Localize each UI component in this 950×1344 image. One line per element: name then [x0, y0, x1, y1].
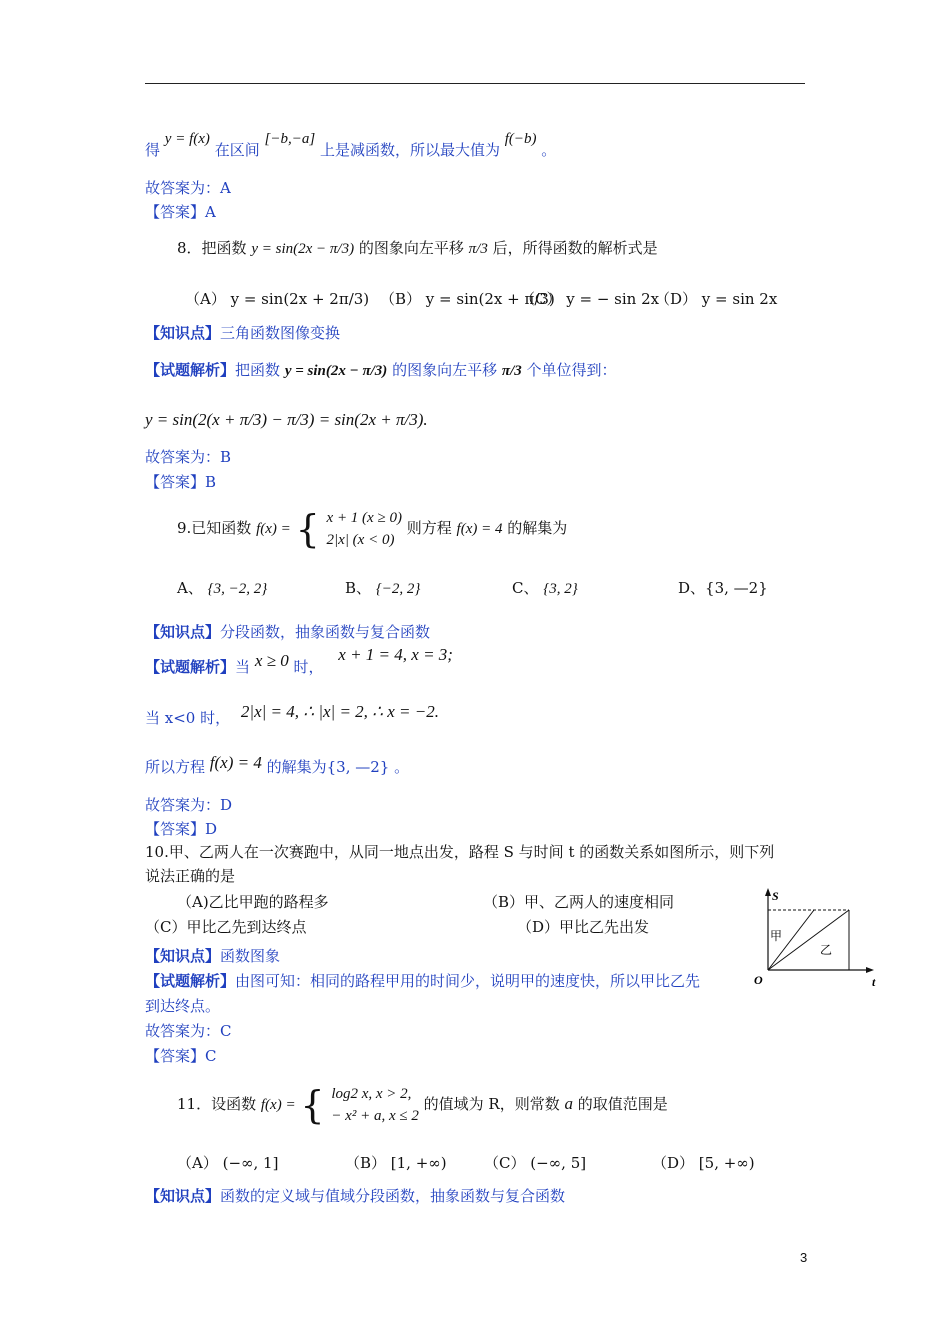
q10-answer-line: 故答案为：C [145, 1022, 232, 1040]
q8-option-b: （B） y = sin(2x + π/3) [380, 290, 555, 308]
q9-case2: 2|x| (x < 0) [326, 532, 395, 548]
q9-an-tag: 【试题解析】 [145, 658, 236, 676]
q9-knowledge [145, 622, 430, 642]
q9-opt-c: {3, 2} [543, 581, 578, 597]
prev-suffix: 上是减函数，所以最大值为 [319, 141, 500, 159]
q8-an-b: 的图象向左平移 [392, 361, 498, 379]
prev-answer-line: 故答案为：A [145, 179, 231, 197]
q9-summary [145, 753, 410, 777]
q9-option-b [345, 578, 420, 599]
q9-kp-tag: 【知识点】 [145, 623, 221, 641]
q9-res2: 2|x| = 4, ∴ |x| = 2, ∴ x = −2. [240, 702, 439, 721]
q8-stem-b: 的图象向左平移 [358, 239, 464, 257]
q10-s-arrow [765, 888, 771, 896]
q11-case2: − x² + a, x ≤ 2 [331, 1108, 419, 1124]
q10-t-arrow [866, 967, 874, 973]
q9-an-time: 时， [293, 658, 324, 676]
q10-option-c: （C）甲比乙先到达终点 [145, 918, 307, 936]
q11-cases [331, 1083, 419, 1127]
q9-kp: 分段函数，抽象函数与复合函数 [220, 623, 431, 641]
q11-option-b: （B） [1, +∞) [345, 1154, 447, 1172]
q9-stem-c: 的解集为 [507, 519, 568, 537]
q11-brace: { [300, 1083, 325, 1127]
q10-an-tag: 【试题解析】 [145, 972, 236, 990]
q10-kp: 函数图象 [220, 947, 281, 965]
q8-stem-a: 8．把函数 [177, 239, 247, 257]
q8-stem-c: 后，所得函数的解析式是 [492, 239, 658, 257]
q8-an-shift: π/3 [501, 363, 522, 379]
q10-fig-s: S [772, 889, 779, 903]
q9-sum-eq: f(x) = 4 [209, 753, 262, 772]
q10-stem-line2: 说法正确的是 [145, 867, 236, 885]
prev-conclusion [145, 131, 557, 161]
q8-answer-tag: 【答案】B [145, 473, 217, 491]
q11-kp-tag: 【知识点】 [145, 1187, 221, 1205]
q11-stem-c: 的取值范围是 [577, 1095, 668, 1113]
q9-opt-b: {−2, 2} [375, 581, 421, 597]
q10-option-d: （D）甲比乙先出发 [517, 918, 650, 936]
prev-max: f(−b) [504, 131, 537, 147]
q8-stem [177, 238, 658, 259]
q10-answer-tag: 【答案】C [145, 1047, 217, 1065]
q9-opt-b-label: B、 [345, 579, 372, 597]
q8-option-c: （C） y = − sin 2x [520, 290, 660, 308]
q10-fig-jia: 甲 [770, 929, 783, 943]
q9-opt-a: {3, −2, 2} [207, 581, 268, 597]
q10-option-a: （A)乙比甲跑的路程多 [177, 893, 329, 911]
q9-cases [327, 507, 402, 551]
q11-stem [177, 1080, 668, 1129]
q9-res1: x + 1 = 4, x = 3; [338, 645, 453, 664]
q9-cond1: x ≥ 0 [254, 651, 289, 670]
q11-option-c: （C） (−∞, 5] [484, 1154, 587, 1172]
q9-stem [177, 504, 567, 553]
q11-option-d: （D） [5, +∞) [652, 1154, 755, 1172]
q9-option-a [177, 578, 267, 599]
q10-kp-tag: 【知识点】 [145, 947, 221, 965]
q8-knowledge [145, 323, 340, 343]
q10-figure [748, 888, 888, 988]
q8-func: y = sin(2x − π/3) [251, 241, 355, 257]
q9-answer-tag: 【答案】D [145, 820, 218, 838]
prev-interval: [−b,−a] [264, 131, 316, 147]
q8-an-func: y = sin(2x − π/3) [284, 363, 388, 379]
q10-analysis-line1 [145, 971, 700, 991]
q9-sum-a: 所以方程 [145, 758, 206, 776]
q9-sum-b: 的解集为{3, —2} 。 [266, 758, 410, 776]
q9-case-negative [145, 702, 439, 728]
q8-an-a: 把函数 [235, 361, 281, 379]
q10-fig-t: t [872, 975, 876, 988]
q11-fx: f(x) = [260, 1097, 296, 1113]
q8-option-d: （D） y = sin 2x [655, 290, 778, 308]
q8-answer-line: 故答案为：B [145, 448, 232, 466]
q9-fx: f(x) = [256, 521, 291, 537]
q9-opt-a-label: A、 [177, 579, 203, 597]
q10-analysis-line2: 到达终点。 [145, 997, 221, 1015]
q11-a: a [564, 1094, 573, 1113]
q10-knowledge [145, 946, 280, 966]
q10-fig-yi: 乙 [820, 943, 833, 957]
q11-option-a: （A） (−∞, 1] [177, 1154, 279, 1172]
q8-an-tag: 【试题解析】 [145, 361, 236, 379]
q8-analysis [145, 360, 617, 381]
prev-formula-y: y = f(x) [164, 131, 210, 147]
q9-when2: 当 x<0 时， [145, 709, 231, 727]
q9-analysis [145, 645, 453, 677]
q9-answer-line: 故答案为：D [145, 796, 233, 814]
prev-prefix: 得 [145, 141, 161, 159]
q9-stem-b: 则方程 [406, 519, 452, 537]
header-rule [145, 83, 805, 84]
page-number: 3 [800, 1250, 808, 1265]
q8-shift: π/3 [468, 241, 488, 257]
q8-an-c: 个单位得到： [526, 361, 617, 379]
q9-case1: x + 1 (x ≥ 0) [326, 510, 402, 526]
prev-end: 。 [541, 141, 557, 159]
q8-derivation: y = sin(2(x + π/3) − π/3) = sin(2x + π/3). [145, 410, 428, 429]
q9-brace: { [295, 507, 320, 551]
q11-kp: 函数的定义域与值域分段函数，抽象函数与复合函数 [220, 1187, 566, 1205]
q11-case1: log2 x, x > 2, [331, 1086, 412, 1102]
q11-stem-b: 的值域为 R，则常数 [423, 1095, 560, 1113]
q9-stem-a: 9.已知函数 [177, 519, 252, 537]
q10-stem-line1: 10.甲、乙两人在一次赛跑中，从同一地点出发，路程 S 与时间 t 的函数关系如图所示，则下列 [145, 843, 775, 861]
q10-option-b: （B）甲、乙两人的速度相同 [483, 893, 675, 911]
prev-answer-tag: 【答案】A [145, 203, 216, 221]
q10-an1: 由图可知：相同的路程甲用的时间少，说明甲的速度快，所以甲比乙先 [235, 972, 701, 990]
q9-an-when: 当 [235, 658, 251, 676]
q11-stem-a: 11．设函数 [177, 1095, 257, 1113]
q10-fig-o: O [754, 973, 763, 987]
q9-opt-c-label: C、 [512, 579, 539, 597]
q8-kp: 三角函数图像变换 [220, 324, 341, 342]
prev-mid: 在区间 [214, 141, 260, 159]
q9-option-c [512, 578, 578, 599]
q8-option-a: （A） y = sin(2x + 2π/3) [185, 290, 370, 308]
q8-kp-tag: 【知识点】 [145, 324, 221, 342]
q11-knowledge [145, 1186, 565, 1206]
q9-eq: f(x) = 4 [456, 521, 503, 537]
q9-option-d: D、{3, —2} [678, 579, 768, 597]
